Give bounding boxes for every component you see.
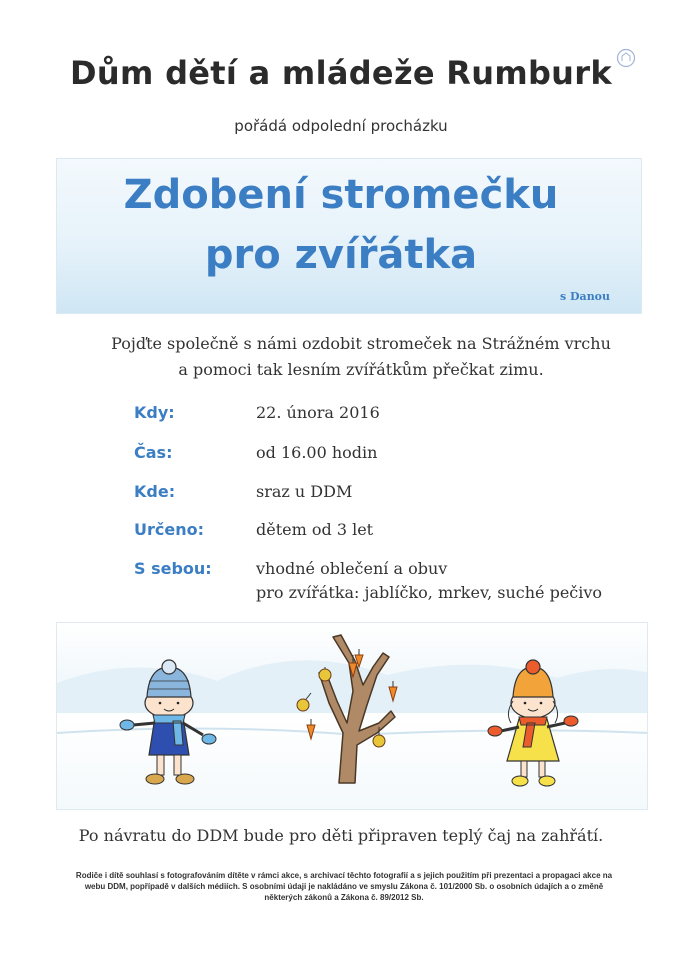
detail-value-bring-2: pro zvířátka: jablíčko, mrkev, suché pečivo [256,583,603,602]
detail-value-audience: dětem od 3 let [256,520,374,539]
detail-value-when: 22. února 2016 [256,403,380,422]
detail-value-where: sraz u DDM [256,482,353,501]
detail-label-audience: Určeno: [134,520,204,539]
photo-consent-disclaimer: Rodiče i dítě souhlasí s fotografováním dítěte v rámci akce, s archivací těchto fotografií a s jejich použitím při prezentaci a propagaci akce na webu DDM, popřípadě v dalších médiích. S osobními údaji je nakládáno ve smyslu Zákona č. 101/2000 Sb. o osobních údajích a o změně některých zákonů a Zákona č. 89/2012 Sb. [75,871,613,902]
detail-value-bring-1: vhodné oblečení a obuv [256,559,448,578]
detail-label-when: Kdy: [134,403,175,422]
banner-credit: s Danou [560,290,611,303]
detail-label-where: Kde: [134,482,176,501]
event-title-line-1: Zdobení stromečku [123,172,559,218]
detail-value-time: od 16.00 hodin [256,443,378,462]
ddm-logo-icon [616,48,636,68]
detail-label-time: Čas: [134,443,173,462]
carrot-icon [307,719,315,739]
winter-illustration [56,622,648,810]
event-subtitle: pořádá odpolední procházku [234,117,448,135]
event-title-line-2: pro zvířátka [204,232,478,278]
intro-line-1: Pojďte společně s námi ozdobit stromeček na Strážném vrchu [111,334,611,353]
intro-line-2: a pomoci tak lesním zvířátkům přečkat zimu. [178,360,544,379]
footer-note: Po návratu do DDM bude pro děti připraven teplý čaj na zahřátí. [78,826,604,845]
detail-label-bring: S sebou: [134,559,212,578]
organization-title: Dům dětí a mládeže Rumburk [70,54,612,92]
